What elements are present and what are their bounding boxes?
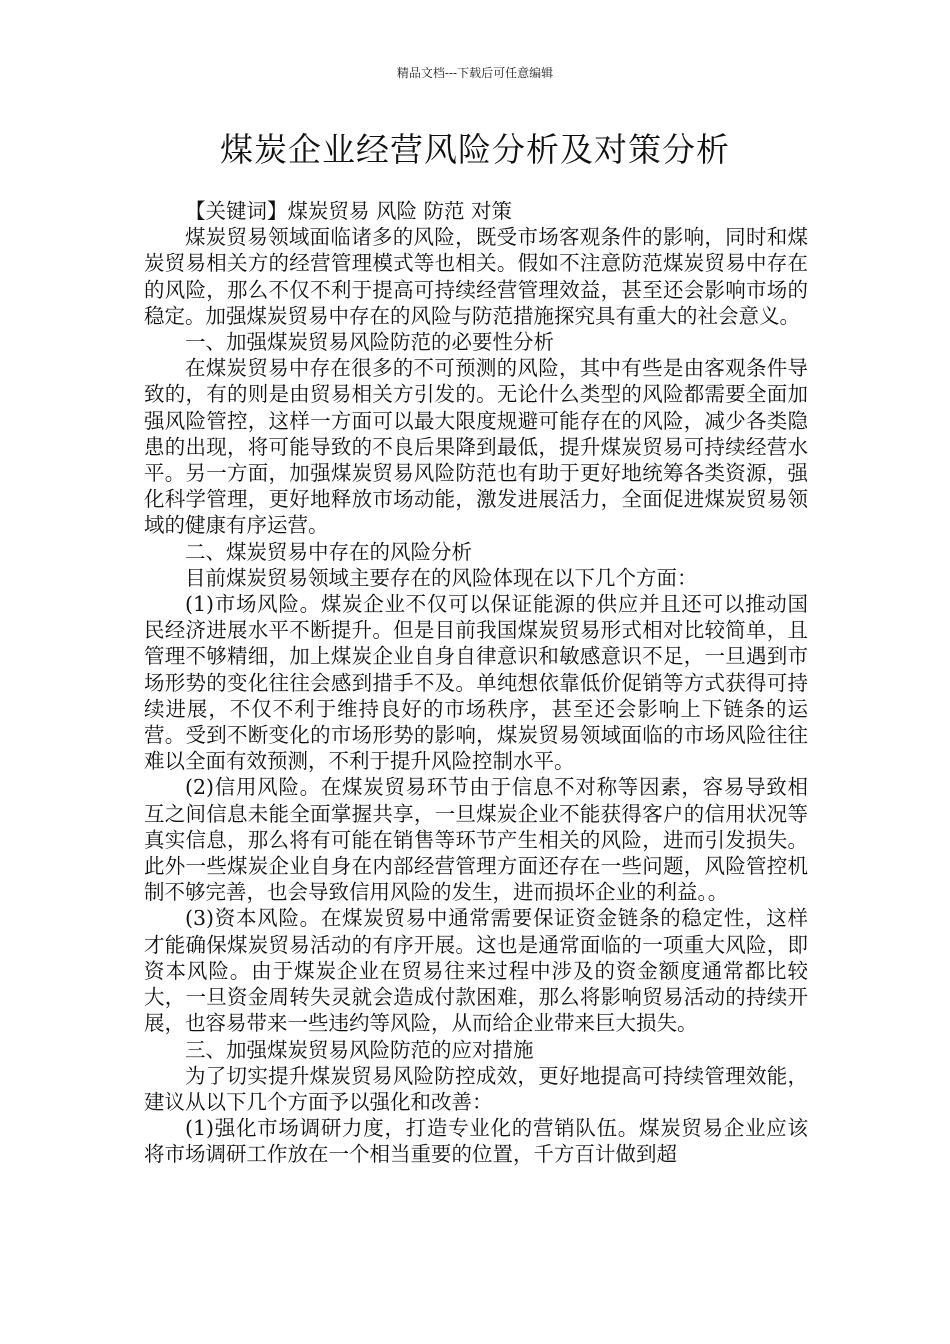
paragraph-measure-1: (1)强化市场调研力度，打造专业化的营销队伍。煤炭贸易企业应该将市场调研工作放在一个相当重要的位置，千方百计做到超 — [144, 1116, 808, 1167]
page-header-note: 精品文档---下载后可任意编辑 — [396, 66, 554, 80]
keywords-line: 【关键词】煤炭贸易 风险 防范 对策 — [185, 199, 513, 223]
paragraph-section-1: 在煤炭贸易中存在很多的不可预测的风险，其中有些是由客观条件导致的，有的则是由贸易相关方引发的。无论什么类型的风险都需要全面加强风险管控，这样一方面可以最大限度规避可能存在的风险，减少各类隐患的出现，将可能导致的不良后果降到最低，提升煤炭贸易可持续经营水平。另一方面，加强煤炭贸易风险防范也有助于更好地统筹各类资源，强化科学管理，更好地释放市场动能，激发进展活力，全面促进煤炭贸易领域的健康有序运营。 — [144, 356, 808, 538]
paragraph-market-risk: (1)市场风险。煤炭企业不仅可以保证能源的供应并且还可以推动国民经济进展水平不断提升。但是目前我国煤炭贸易形式相对比较简单，且管理不够精细，加上煤炭企业自身自律意识和敏感意识不足，一旦遇到市场形势的变化往往会感到措手不及。单纯想依靠低价促销等方式获得可持续进展，不仅不利于维持良好的市场秩序，甚至还会影响上下链条的运营。受到不断变化的市场形势的影响，煤炭贸易领域面临的市场风险往往难以全面有效预测，不利于提升风险控制水平。 — [144, 592, 808, 774]
document-title: 煤炭企业经营风险分析及对策分析 — [220, 130, 730, 169]
paragraph-intro: 煤炭贸易领域面临诸多的风险，既受市场客观条件的影响，同时和煤炭贸易相关方的经营管理模式等也相关。假如不注意防范煤炭贸易中存在的风险，那么不仅不利于提高可持续经营管理效益，甚至还会影响市场的稳定。加强煤炭贸易中存在的风险与防范措施探究具有重大的社会意义。 — [144, 225, 808, 328]
paragraph-section-2-intro: 目前煤炭贸易领域主要存在的风险体现在以下几个方面： — [185, 565, 698, 590]
section-heading-2: 二、煤炭贸易中存在的风险分析 — [185, 539, 472, 564]
document-body — [144, 198, 808, 1168]
section-heading-3: 三、加强煤炭贸易风险防范的应对措施 — [185, 1037, 534, 1062]
paragraph-credit-risk: (2)信用风险。在煤炭贸易环节由于信息不对称等因素，容易导致相互之间信息未能全面掌握共享，一旦煤炭企业不能获得客户的信用状况等真实信息，那么将有可能在销售等环节产生相关的风险，进而引发损失。此外一些煤炭企业自身在内部经营管理方面还存在一些问题，风险管控机制不够完善，也会导致信用风险的发生，进而损坏企业的利益。。 — [144, 775, 808, 905]
paragraph-capital-risk: (3)资本风险。在煤炭贸易中通常需要保证资金链条的稳定性，这样才能确保煤炭贸易活动的有序开展。这也是通常面临的一项重大风险，即资本风险。由于煤炭企业在贸易往来过程中涉及的资金额度通常都比较大，一旦资金周转失灵就会造成付款困难，那么将影响贸易活动的持续开展，也容易带来一些违约等风险，从而给企业带来巨大损失。 — [144, 906, 808, 1036]
section-heading-1: 一、加强煤炭贸易风险防范的必要性分析 — [185, 330, 554, 355]
paragraph-section-3-intro: 为了切实提升煤炭贸易风险防控成效，更好地提高可持续管理效能，建议从以下几个方面予以强化和改善： — [144, 1063, 808, 1114]
